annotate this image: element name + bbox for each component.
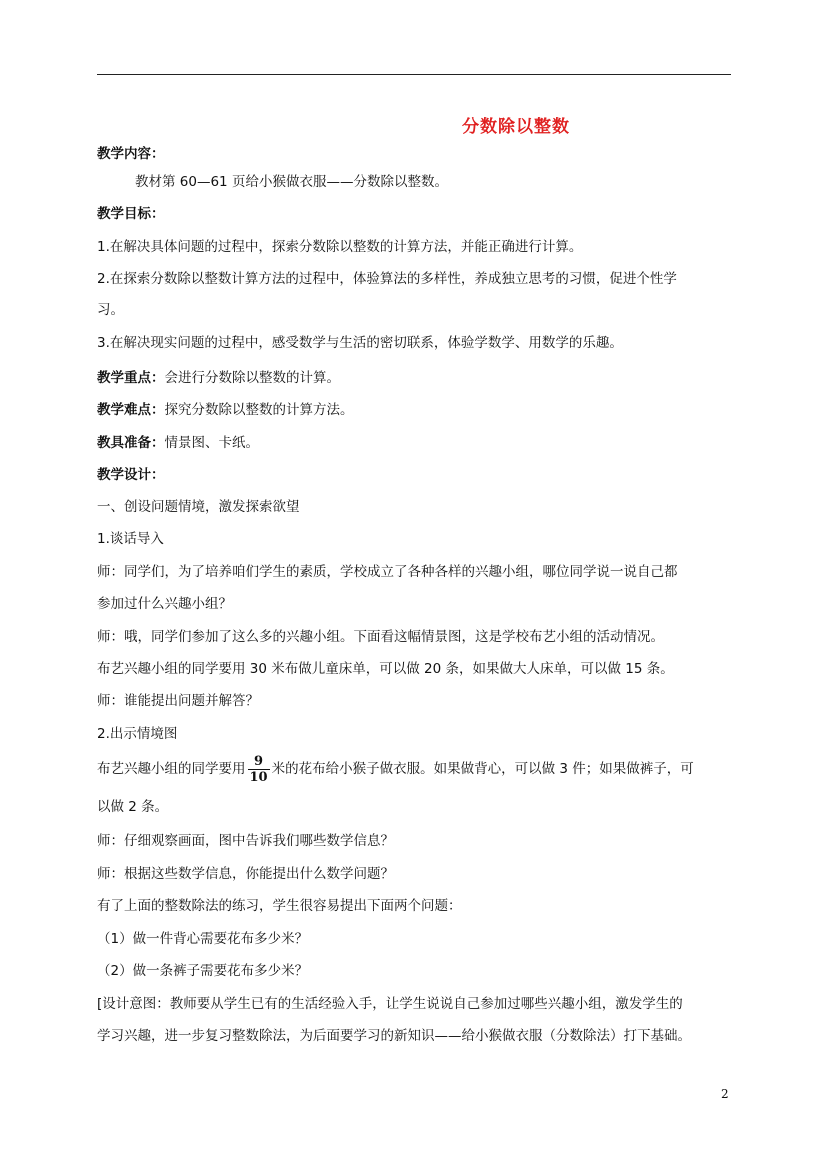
design-intent-line-2: 学习兴趣，进一步复习整数除法，为后面要学习的新知识——给小猴做衣服（分数除法）打下基础。 [97, 1028, 691, 1044]
goal-2-line-2: 习。 [97, 302, 124, 318]
fraction-line-post: 米的花布给小猴子做衣服。如果做背心，可以做 3 件；如果做裤子，可 [271, 761, 694, 777]
goal-3: 3.在解决现实问题的过程中，感受数学与生活的密切联系，体验学数学、用数学的乐趣。 [97, 335, 623, 351]
content-text: 教材第 60—61 页给小猴做衣服——分数除以整数。 [135, 174, 448, 190]
goal-2-line-1: 2.在探索分数除以整数计算方法的过程中，体验算法的多样性，养成独立思考的习惯，促进个性学 [97, 271, 677, 287]
design-heading: 教学设计： [97, 467, 165, 483]
teacher-line-5: 师：根据这些数学信息，你能提出什么数学问题？ [97, 866, 394, 882]
page-title: 分数除以整数 [462, 117, 570, 137]
goal-1: 1.在解决具体问题的过程中，探索分数除以整数的计算方法，并能正确进行计算。 [97, 239, 583, 255]
tools [97, 433, 737, 453]
teacher-line-1a: 师：同学们，为了培养咱们学生的素质，学校成立了各种各样的兴趣小组，哪位同学说一说自己都 [97, 564, 678, 580]
page-number: 2 [721, 1087, 729, 1101]
teacher-line-3: 师：谁能提出问题并解答？ [97, 693, 259, 709]
step-1-heading: 1.谈话导入 [97, 531, 164, 547]
section-1-heading: 一、创设问题情境，激发探索欲望 [97, 499, 300, 515]
design-intent-line-1: [设计意图：教师要从学生已有的生活经验入手，让学生说说自己参加过哪些兴趣小组，激发学生的 [97, 996, 683, 1012]
header-rule [97, 74, 731, 75]
goals-heading: 教学目标： [97, 206, 165, 222]
fraction-numerator: 9 [254, 753, 264, 769]
tools-text: 情景图、卡纸。 [164, 435, 259, 451]
step-2-heading: 2.出示情境图 [97, 726, 178, 742]
difficulty-label: 教学难点： [97, 402, 165, 418]
cloth-line: 布艺兴趣小组的同学要用 30 米布做儿童床单，可以做 20 条，如果做大人床单，可以做 15 条。 [97, 661, 674, 677]
teacher-line-1b: 参加过什么兴趣小组？ [97, 596, 232, 612]
key-point-text: 会进行分数除以整数的计算。 [164, 370, 340, 386]
question-1: （1）做一件背心需要花布多少米？ [97, 931, 309, 947]
key-point-label: 教学重点： [97, 370, 165, 386]
tools-label: 教具准备： [97, 435, 165, 451]
content-heading: 教学内容： [97, 146, 165, 162]
fraction-line-pre: 布艺兴趣小组的同学要用 [97, 761, 246, 777]
difficulty-point [97, 400, 737, 420]
question-2: （2）做一条裤子需要花布多少米？ [97, 963, 309, 979]
student-line: 有了上面的整数除法的练习，学生很容易提出下面两个问题： [97, 898, 462, 914]
difficulty-text: 探究分数除以整数的计算方法。 [164, 402, 354, 418]
teacher-line-4: 师：仔细观察画面，图中告诉我们哪些数学信息？ [97, 833, 394, 849]
fraction-nine-tenths [248, 754, 270, 785]
key-point [97, 368, 737, 388]
fraction-denominator: 10 [249, 769, 268, 785]
teacher-line-2: 师：哦，同学们参加了这么多的兴趣小组。下面看这幅情景图，这是学校布艺小组的活动情况。 [97, 629, 664, 645]
fraction-line [97, 752, 737, 786]
fraction-line-2: 以做 2 条。 [97, 799, 169, 815]
